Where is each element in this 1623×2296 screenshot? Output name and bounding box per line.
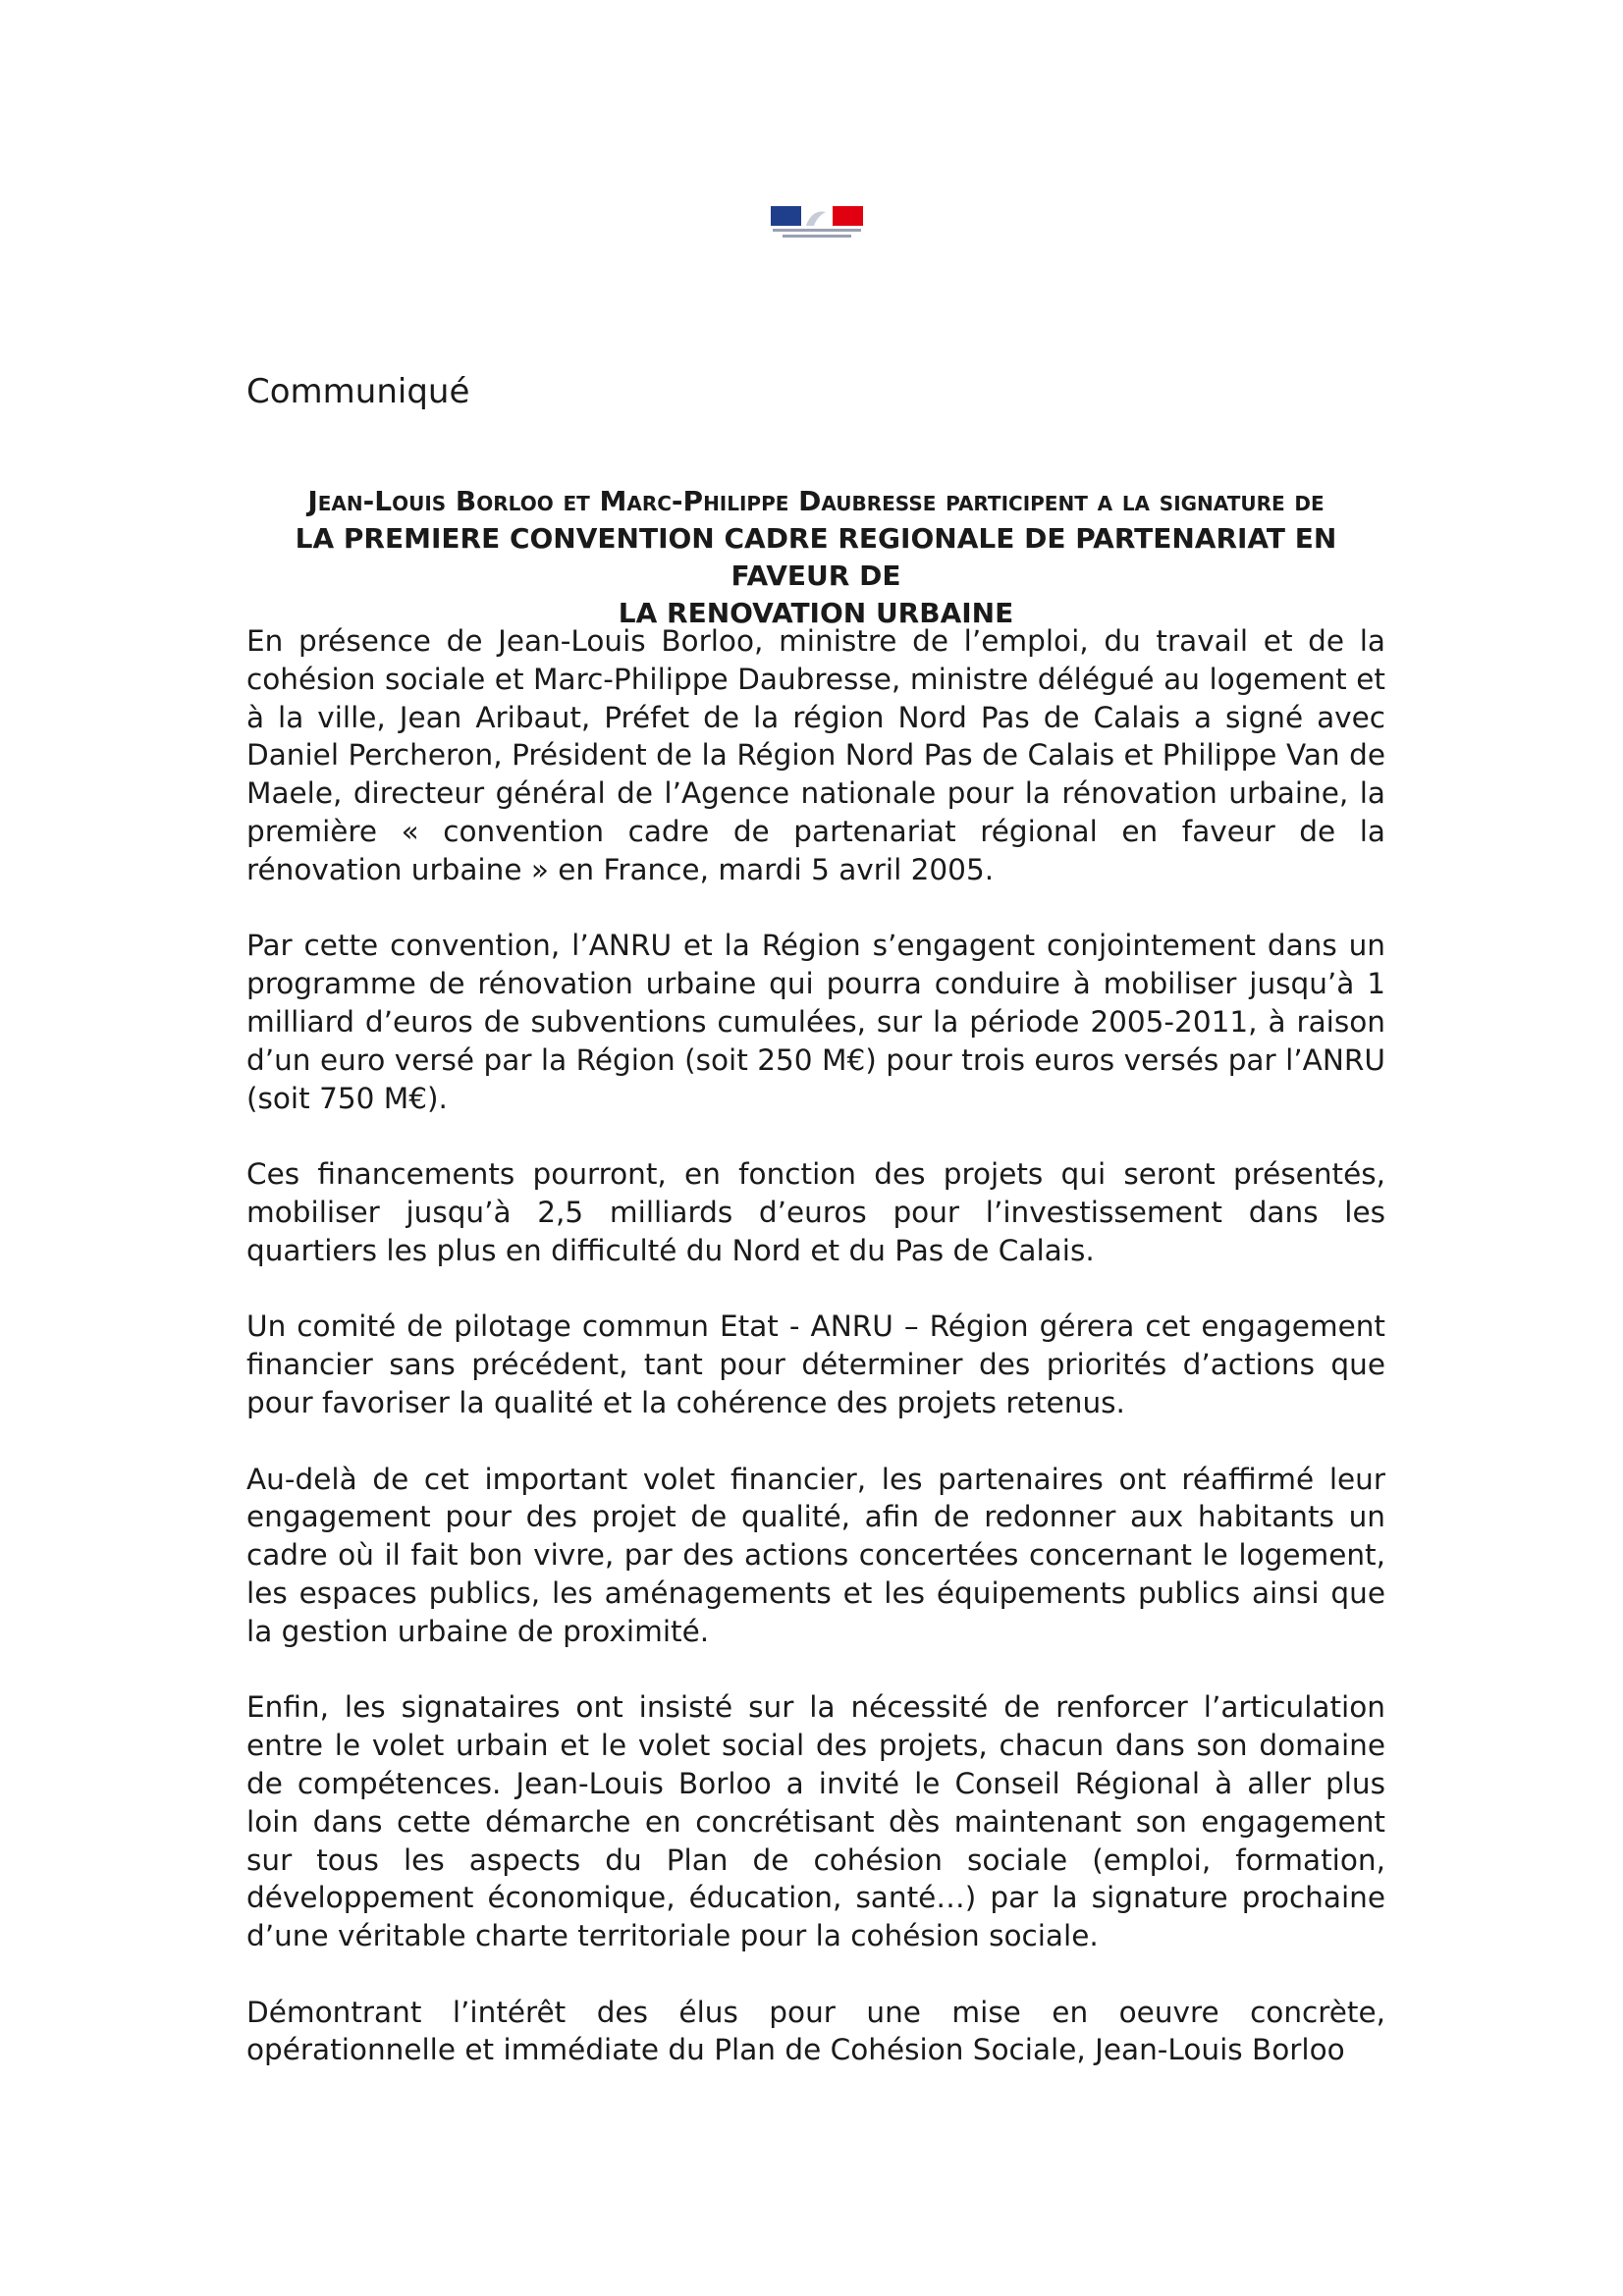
paragraph: Enfin, les signataires ont insisté sur la nécessité de renforcer l’articulation entre le volet urbain et le volet social des projets, chacun dans son domaine de compétences. Jean-Louis Borloo a invité le Conseil Régional à aller plus loin dans cette démarche en concrétisant dès maintenant son engagement sur tous les aspects du Plan de cohésion sociale (emploi, formation, développement économique, éducation, santé…) par la signature prochaine d’une véritable charte territoriale pour la cohésion sociale.: [246, 1690, 1385, 1953]
logo-motto-line: [773, 229, 861, 232]
paragraph: Ces financements pourront, en fonction des projets qui seront présentés, mobiliser jusqu’à 2,5 milliards d’euros pour l’investissement dans les quartiers les plus en difficulté du Nord et du Pas de Calais.: [246, 1157, 1385, 1267]
headline-line-3: LA RENOVATION URBAINE: [618, 597, 1014, 629]
marianne-logo-graphic: [771, 206, 863, 240]
paragraph: En présence de Jean-Louis Borloo, ministre de l’emploi, du travail et de la cohésion sociale et Marc-Philippe Daubresse, ministre délégué au logement et à la ville, Jean Aribaut, Préfet de la région Nord Pas de Calais a signé avec Daniel Percheron, Président de la Région Nord Pas de Calais et Philippe Van de Maele, directeur général de l’Agence nationale pour la rénovation urbaine, la première « convention cadre de partenariat régional en faveur de la rénovation urbaine » en France, mardi 5 avril 2005.: [246, 624, 1385, 886]
paragraph: Au-delà de cet important volet financier, les partenaires ont réaffirmé leur engagement pour des projet de qualité, afin de redonner aux habitants un cadre où il fait bon vivre, par des actions concertées concernant le logement, les espaces publics, les aménagements et les équipements publics ainsi que la gestion urbaine de proximité.: [246, 1462, 1385, 1648]
paragraph: Par cette convention, l’ANRU et la Région s’engagent conjointement dans un programme de rénovation urbaine qui pourra conduire à mobiliser jusqu’à 1 milliard d’euros de subventions cumulées, sur la période 2005-2011, à raison d’un euro versé par la Région (soit 250 M€) pour trois euros versés par l’ANRU (soit 750 M€).: [246, 929, 1385, 1115]
body-text: [246, 622, 1385, 2069]
logo-red-band: [833, 206, 863, 226]
headline-line-1: Jean-Louis Borloo et Marc-Philippe Daubresse participent a la signature de: [307, 485, 1325, 517]
marianne-logo: [771, 206, 863, 240]
logo-country-line: [783, 235, 851, 238]
paragraph: Démontrant l’intérêt des élus pour une mise en oeuvre concrète, opérationnelle et immédiate du Plan de Cohésion Sociale, Jean-Louis Borloo: [246, 1995, 1385, 2067]
headline-line-2: LA PREMIERE CONVENTION CADRE REGIONALE DE PARTENARIAT EN FAVEUR DE: [295, 522, 1337, 592]
paragraph: Un comité de pilotage commun Etat - ANRU – Région gérera cet engagement financier sans précédent, tant pour déterminer des priorités d’actions que pour favoriser la qualité et la cohérence des projets retenus.: [246, 1309, 1385, 1419]
logo-blue-band: [771, 206, 801, 226]
document-heading: Communiqué: [246, 372, 470, 411]
headline: [246, 483, 1385, 632]
